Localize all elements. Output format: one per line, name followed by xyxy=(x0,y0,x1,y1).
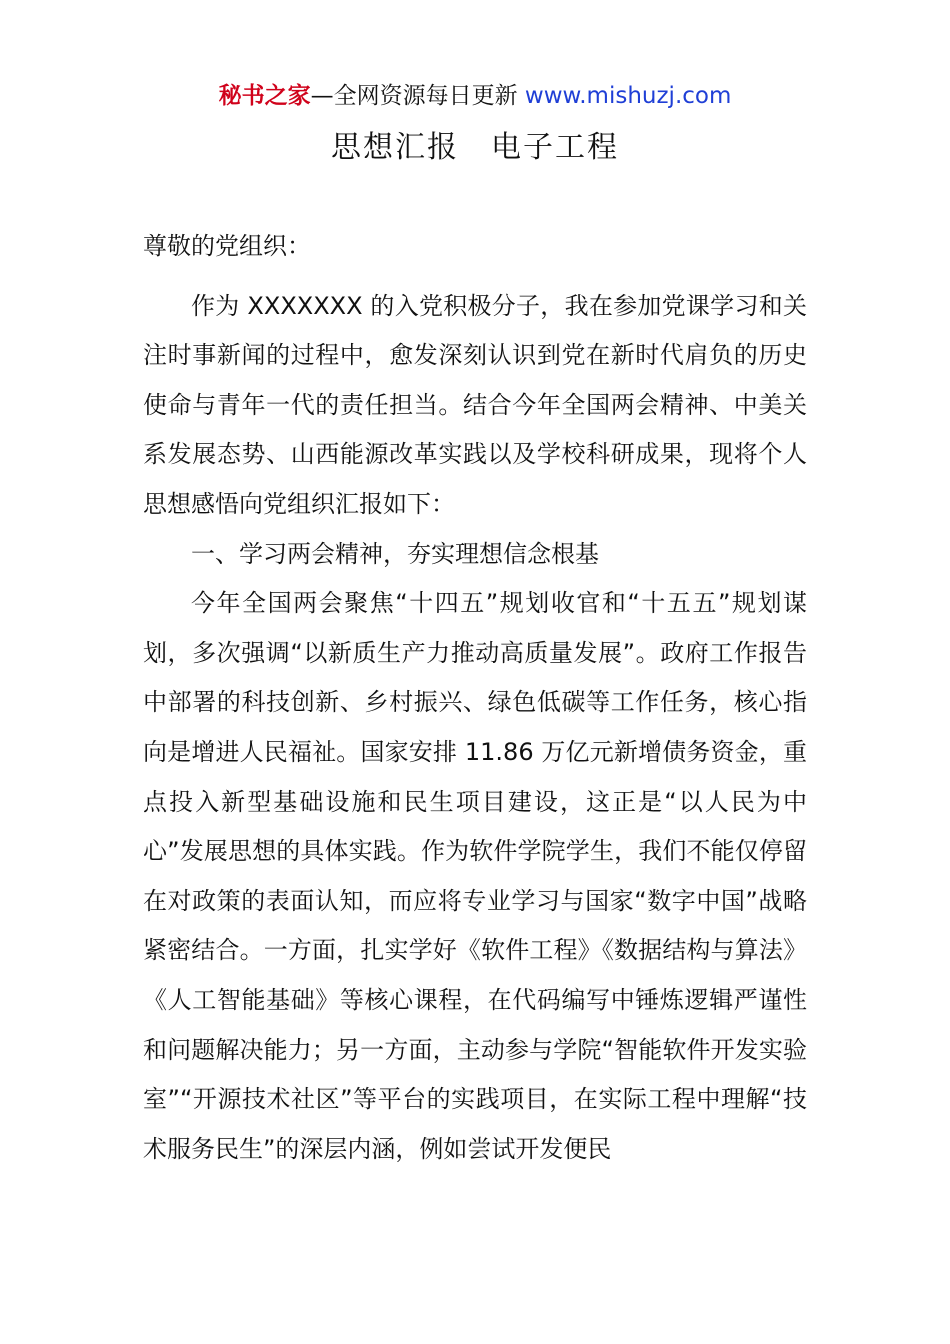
salutation: 尊敬的党组织： xyxy=(143,232,311,260)
section-body-1: 今年全国两会聚焦“十四五”规划收官和“十五五”规划谋划，多次强调“以新质生产力推动高质量发展”。政府工作报告中部署的科技创新、乡村振兴、绿色低碳等工作任务，核心指向是增进人民福祉。国家安排 11.86 万亿元新增债务资金，重点投入新型基础设施和民生项目建设，这正是“以人民为中心”发展思想的具体实践。作为软件学院学生，我们不能仅停留在对政策的表面认知，而应将专业学习与国家“数字中国”战略紧密结合。一方面，扎实学好《软件工程》《数据结构与算法》《人工智能基础》等核心课程，在代码编写中锤炼逻辑严谨性和问题解决能力；另一方面，主动参与学院“智能软件开发实验室”“开源技术社区”等平台的实践项目，在实际工程中理解“技术服务民生”的深层内涵，例如尝试开发便民 xyxy=(143,589,807,1163)
site-url-link[interactable]: www.mishuzj.com xyxy=(524,83,732,109)
section-heading-1: 一、学习两会精神，夯实理想信念根基 xyxy=(191,539,599,568)
intro-paragraph: 作为 XXXXXXX 的入党积极分子，我在参加党课学习和关注时事新闻的过程中，愈发深刻认识到党在新时代肩负的历史使命与青年一代的责任担当。结合今年全国两会精神、中美关系发展态势、山西能源改革实践以及学校科研成果，现将个人思想感悟向党组织汇报如下： xyxy=(143,291,807,518)
site-tagline: —全网资源每日更新 xyxy=(310,83,525,109)
site-header xyxy=(0,80,950,112)
document-title: 思想汇报 电子工程 xyxy=(331,130,619,165)
site-name: 秘书之家 xyxy=(218,83,311,109)
document-body xyxy=(143,222,807,1174)
